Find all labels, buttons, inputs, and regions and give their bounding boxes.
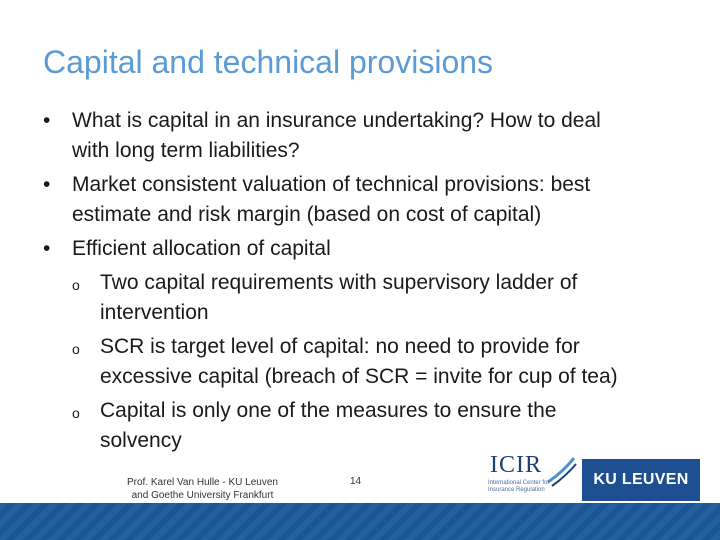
bullet-marker: •: [43, 237, 51, 260]
bullet-1-line-1: What is capital in an insurance undertaking? How to deal: [72, 109, 601, 132]
bullet-2-line-1: Market consistent valuation of technical provisions: best: [72, 173, 591, 196]
slide-title: Capital and technical provisions: [43, 44, 494, 80]
ku-leuven-text: KU LEUVEN: [593, 471, 689, 488]
sub-bullet-2-line-2: excessive capital (breach of SCR = invite for cup of tea): [100, 365, 618, 388]
sub-bullet-marker: o: [72, 405, 80, 421]
ku-leuven-logo: [582, 459, 700, 501]
sub-bullet-3-line-2: solvency: [100, 429, 182, 452]
sub-bullet-1-line-1: Two capital requirements with supervisory ladder of: [100, 271, 578, 294]
bullet-3-line-1: Efficient allocation of capital: [72, 237, 331, 260]
sub-bullet-marker: o: [72, 341, 80, 357]
bullet-marker: •: [43, 173, 51, 196]
bottom-band: [0, 503, 720, 540]
sub-bullet-3-line-1: Capital is only one of the measures to ensure the: [100, 399, 557, 422]
footer-author: [110, 476, 295, 502]
icir-subtitle: International Center for Insurance Regulation: [488, 480, 550, 493]
bullet-marker: •: [43, 109, 51, 132]
sub-bullet-2-line-1: SCR is target level of capital: no need to provide for: [100, 335, 580, 358]
sub-bullet-1-line-2: intervention: [100, 301, 209, 324]
sub-bullet-marker: o: [72, 277, 80, 293]
icir-title: ICIR: [490, 452, 542, 478]
footer-author-line-1: Prof. Karel Van Hulle - KU Leuven: [126, 477, 278, 488]
icir-logo: [478, 452, 578, 502]
page-number: 14: [350, 476, 362, 487]
bullet-2-line-2: estimate and risk margin (based on cost of capital): [72, 203, 542, 226]
bullet-1-line-2: with long term liabilities?: [72, 139, 300, 162]
footer-author-line-2: and Goethe University Frankfurt: [131, 490, 274, 501]
